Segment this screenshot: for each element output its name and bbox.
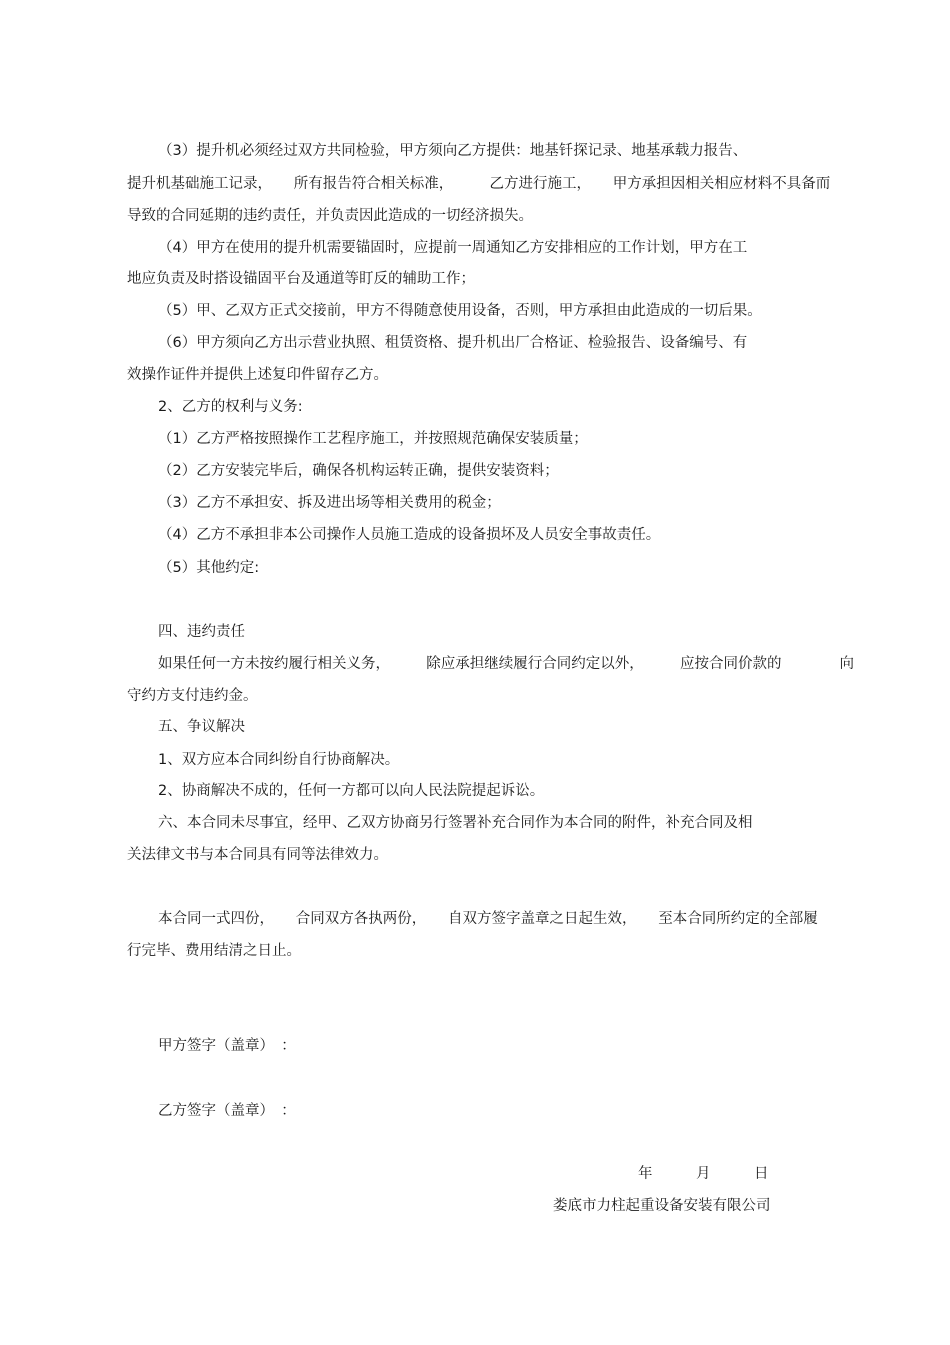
- party-b-item-5: （5）其他约定:: [158, 560, 260, 576]
- dispute-item-1: 1、双方应本合同纠纷自行协商解决。: [158, 752, 400, 768]
- clause-6-line-2: 效操作证件并提供上述复印件留存乙方。: [127, 367, 388, 383]
- dispute-heading: 五、争议解决: [158, 719, 245, 735]
- party-b-signature: 乙方签字（盖章） ：: [158, 1103, 296, 1119]
- breach-line-1: 如果任何一方未按约履行相关义务， 除应承担继续履行合同约定以外， 应按合同价款的 向: [158, 656, 854, 672]
- signing-date: 年 月 日: [638, 1166, 769, 1182]
- clause-4-line-2: 地应负责及时搭设锚固平台及通道等盯反的辅助工作；: [127, 271, 475, 287]
- party-a-signature: 甲方签字（盖章） ：: [158, 1038, 296, 1054]
- company-name: 娄底市力柱起重设备安装有限公司: [553, 1198, 771, 1214]
- clause-3-line-1: （3）提升机必须经过双方共同检验，甲方须向乙方提供：地基钎探记录、地基承载力报告、: [158, 143, 748, 159]
- copies-line-2: 行完毕、费用结清之日止。: [127, 943, 301, 959]
- party-b-item-2: （2）乙方安装完毕后，确保各机构运转正确，提供安装资料；: [158, 463, 559, 479]
- clause-3-line-2: 提升机基础施工记录， 所有报告符合相关标准， 乙方进行施工， 甲方承担因相关相应材料不具备而: [127, 176, 831, 192]
- party-b-heading: 2、乙方的权利与义务:: [158, 399, 303, 415]
- breach-heading: 四、违约责任: [158, 624, 245, 640]
- copies-line-1: 本合同一式四份， 合同双方各执两份， 自双方签字盖章之日起生效， 至本合同所约定的全部履: [158, 911, 818, 927]
- misc-line-2: 关法律文书与本合同具有同等法律效力。: [127, 847, 388, 863]
- party-b-item-4: （4）乙方不承担非本公司操作人员施工造成的设备损坏及人员安全事故责任。: [158, 527, 661, 543]
- clause-5: （5）甲、乙双方正式交接前，甲方不得随意使用设备，否则，甲方承担由此造成的一切后果。: [158, 303, 762, 319]
- clause-3-line-3: 导致的合同延期的违约责任，并负责因此造成的一切经济损失。: [127, 208, 533, 224]
- dispute-item-2: 2、协商解决不成的，任何一方都可以向人民法院提起诉讼。: [158, 783, 545, 799]
- clause-4-line-1: （4）甲方在使用的提升机需要锚固时，应提前一周通知乙方安排相应的工作计划，甲方在工: [158, 240, 748, 256]
- breach-line-2: 守约方支付违约金。: [127, 688, 258, 704]
- party-b-item-1: （1）乙方严格按照操作工艺程序施工，并按照规范确保安装质量；: [158, 431, 588, 447]
- misc-line-1: 六、本合同未尽事宜，经甲、乙双方协商另行签署补充合同作为本合同的附件，补充合同及相: [158, 815, 753, 831]
- clause-6-line-1: （6）甲方须向乙方出示营业执照、租赁资格、提升机出厂合格证、检验报告、设备编号、有: [158, 335, 748, 351]
- party-b-item-3: （3）乙方不承担安、拆及进出场等相关费用的税金；: [158, 495, 501, 511]
